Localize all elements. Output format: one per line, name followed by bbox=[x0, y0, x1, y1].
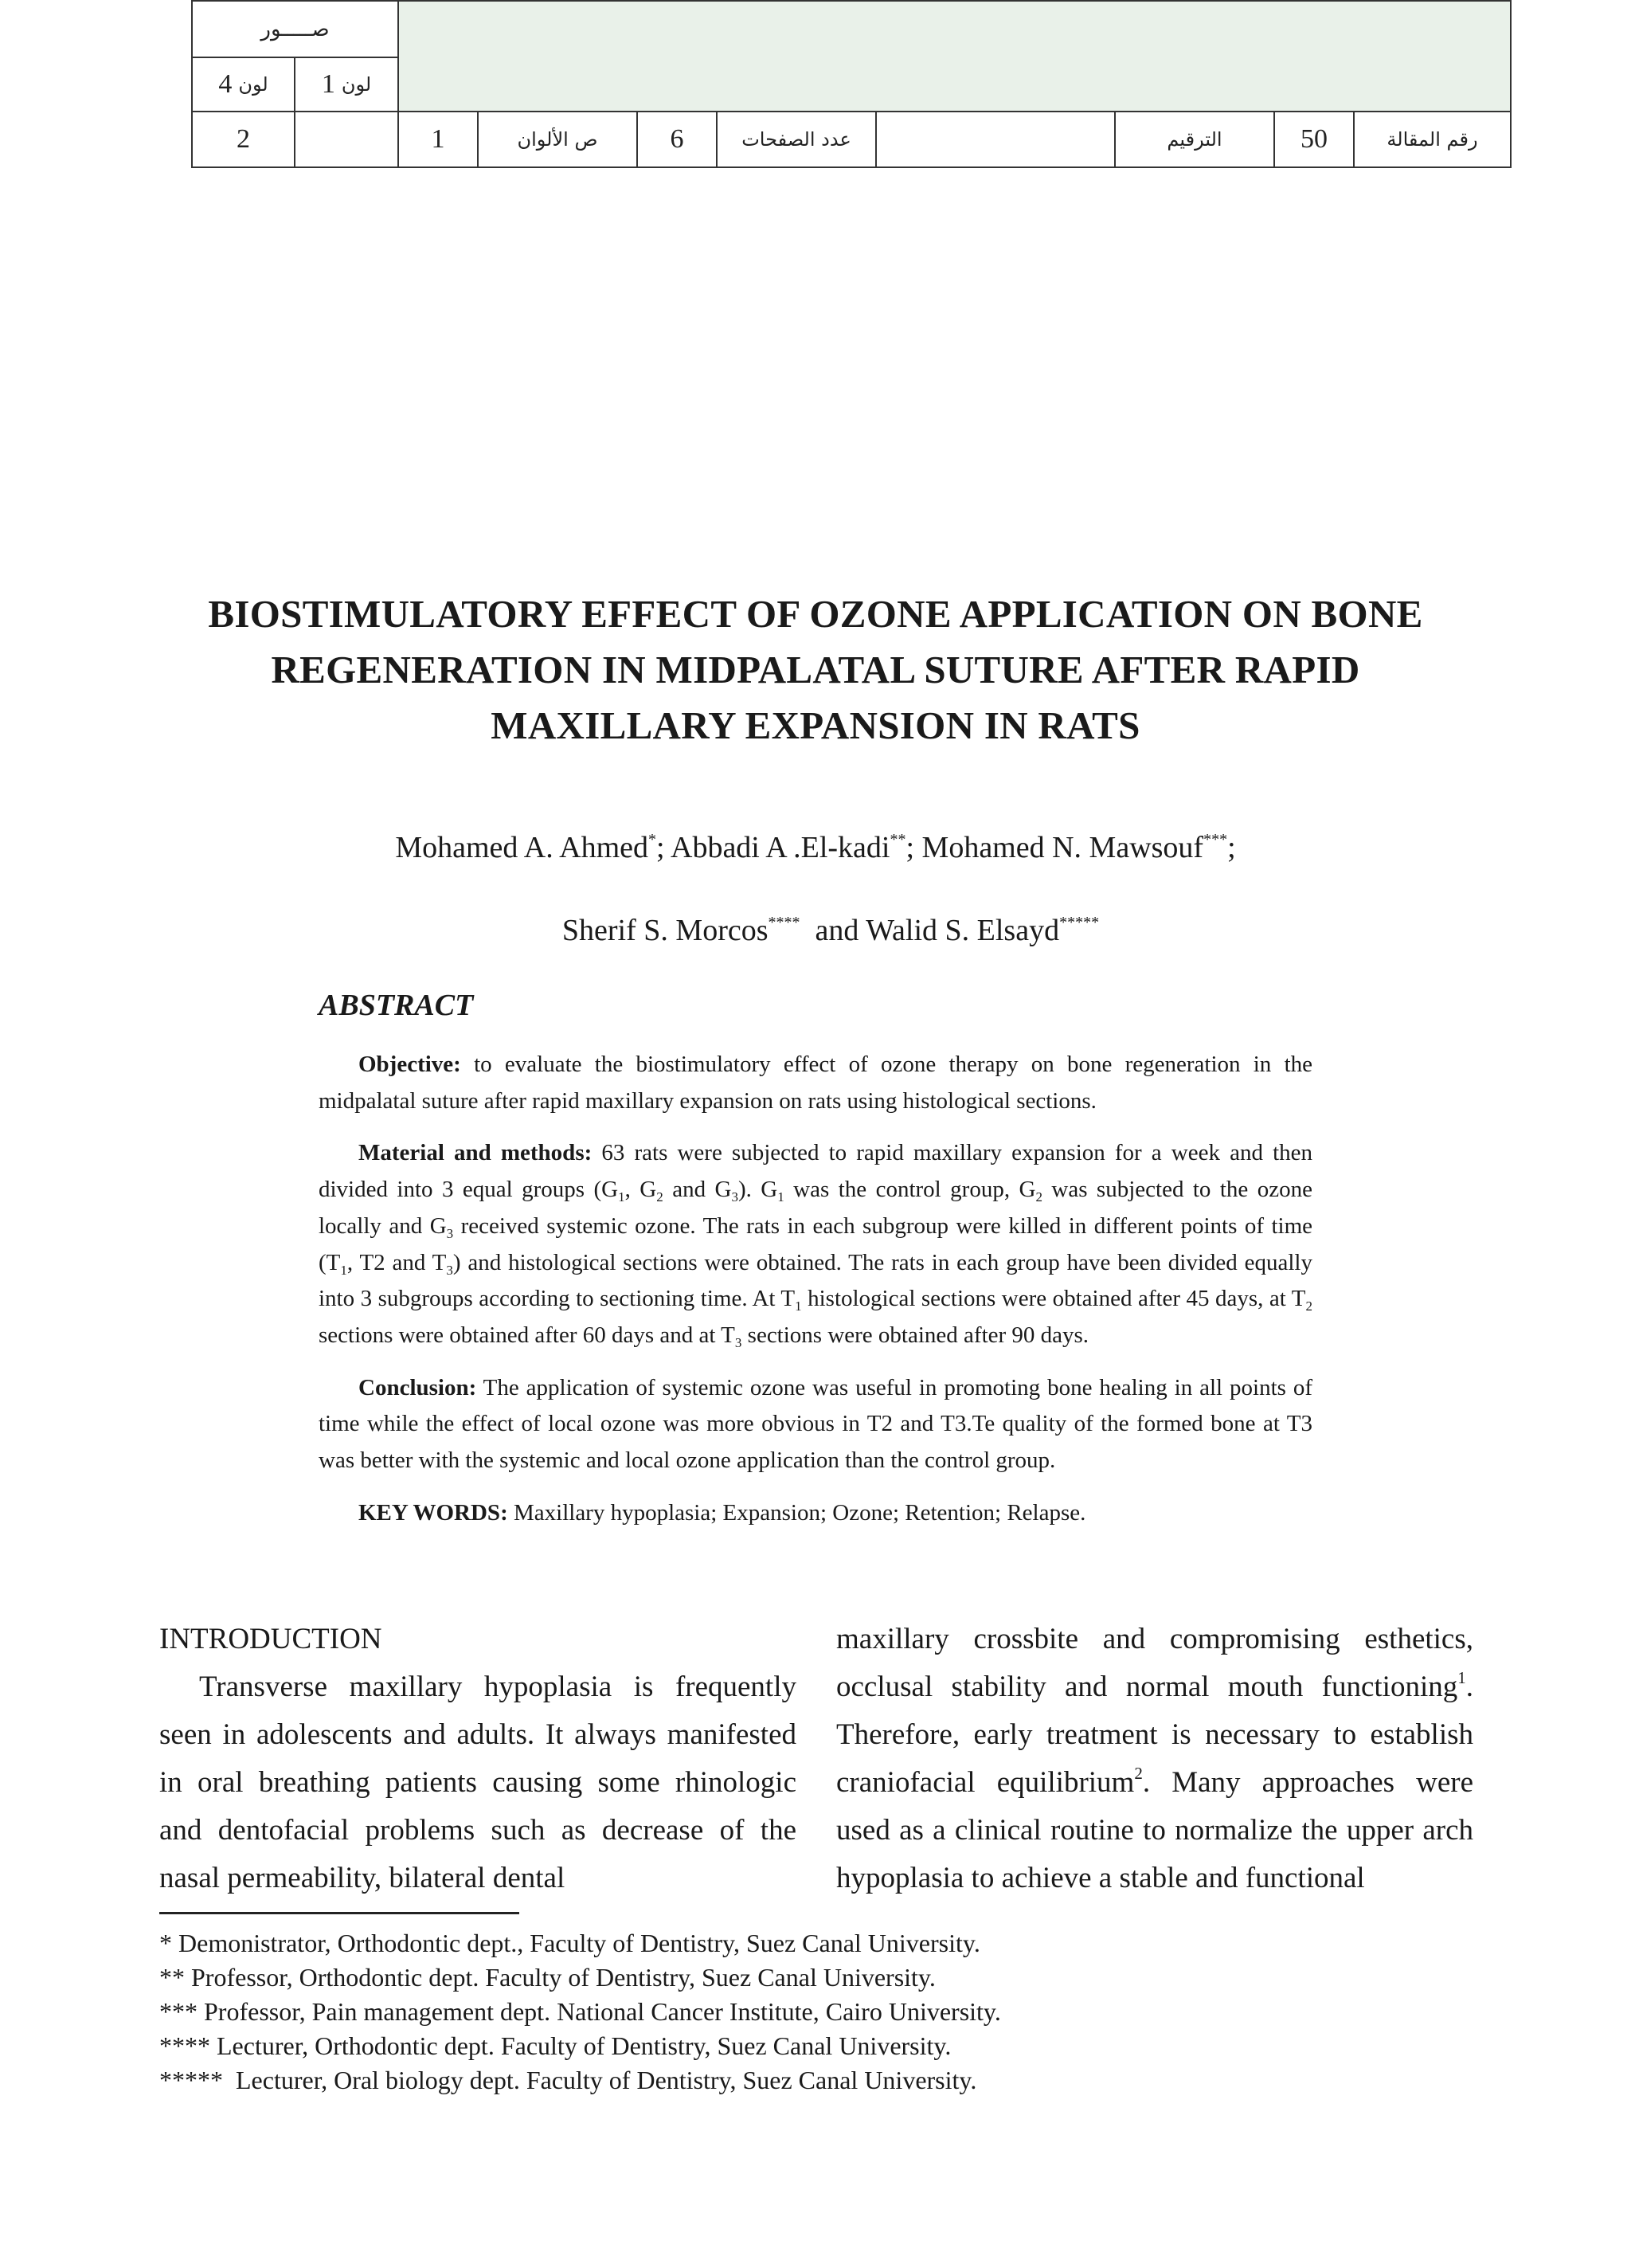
blank-cell-a bbox=[294, 111, 399, 168]
abstract-heading: ABSTRACT bbox=[319, 989, 474, 1022]
footnote: **** Lecturer, Orthodontic dept. Faculty of Dentistry, Suez Canal University. bbox=[159, 2031, 952, 2060]
numbering-label-cell bbox=[1114, 111, 1275, 168]
intro-text-part-1: maxillary crossbite and compromising esthetics, occlusal stability and normal mouth functioning bbox=[836, 1623, 1473, 1703]
article-number-label-cell bbox=[1353, 111, 1512, 168]
four-color-label: لون bbox=[238, 73, 268, 96]
article-number-label: رقم المقالة bbox=[1387, 128, 1478, 151]
methods-label: Material and methods: bbox=[358, 1140, 593, 1166]
footnote: *** Professor, Pain management dept. National Cancer Institute, Cairo University. bbox=[159, 1997, 1001, 2026]
introduction-paragraph-left: Transverse maxillary hypoplasia is frequently seen in adolescents and adults. It always manifested in oral breathing patients causing some rhinologic and dentofacial problems such as decrease of the nasal permeability, bilateral dental bbox=[159, 1671, 796, 1894]
page-count-label: عدد الصفحات bbox=[741, 128, 851, 151]
page-count-label-cell bbox=[716, 111, 877, 168]
paper-title: BIOSTIMULATORY EFFECT OF OZONE APPLICATION ON BONE REGENERATION IN MIDPALATAL SUTURE AFTER RAPID MAXILLARY EXPANSION IN RATS bbox=[208, 592, 1423, 747]
footnote-rule bbox=[159, 1912, 519, 1914]
four-color-cell bbox=[191, 57, 295, 112]
one-color-label: لون bbox=[341, 73, 372, 96]
author-line-1 bbox=[159, 827, 1472, 868]
abstract-conclusion bbox=[319, 1370, 1312, 1479]
four-color-number: 4 bbox=[218, 69, 233, 99]
photos-cell bbox=[191, 0, 399, 58]
numbering-label: الترقيم bbox=[1167, 128, 1222, 151]
photos-label: صـــــور bbox=[260, 17, 330, 41]
blank-cell-b bbox=[875, 111, 1116, 168]
author-list bbox=[159, 827, 1472, 993]
author-mark: *** bbox=[1203, 831, 1228, 848]
green-blank-cell bbox=[397, 0, 1512, 112]
keywords-label: KEY WORDS: bbox=[358, 1499, 508, 1526]
author-mark: * bbox=[648, 831, 657, 848]
abstract-methods: Material and methods: 63 rats were subjected to rapid maxillary expansion for a week and then divided into 3 equal groups ($G_1$, $G_2$ and $G_3$). $G_1$ was the control group, $G_2$ was subjected to the ozone locally and $G_3$ received systemic ozone. The rats in each subgroup were killed in different points of time ($T_1$, T2 and $T_3$) and histological sections were obtained. The rats in each group have been divided equally into 3 subgroups according to sectioning time. At $T_1$ histological sections were obtained after 45 days, at $T_2$ sections were obtained after 60 days and at $T_3$ sections were obtained after 90 days. bbox=[319, 1140, 1313, 1350]
value-2-cell bbox=[191, 111, 295, 168]
page-count-value-cell bbox=[636, 111, 718, 168]
value-1-cell bbox=[397, 111, 479, 168]
author-separator: ; bbox=[905, 831, 922, 864]
author-name: Mohamed N. Mawsouf bbox=[921, 831, 1204, 864]
value-1: 1 bbox=[431, 124, 445, 154]
keywords-text: Maxillary hypoplasia; Expansion; Ozone; Retention; Relapse. bbox=[507, 1499, 1086, 1526]
conclusion-label: Conclusion: bbox=[358, 1374, 477, 1400]
author-mark: **** bbox=[768, 914, 800, 931]
objective-label: Objective: bbox=[358, 1052, 461, 1077]
author-name: Sherif S. Morcos bbox=[561, 914, 769, 947]
abstract-section bbox=[319, 988, 1312, 1547]
reference-2: 2 bbox=[1134, 1764, 1143, 1783]
article-number-value-cell bbox=[1273, 111, 1355, 168]
author-name: Mohamed A. Ahmed bbox=[395, 831, 649, 864]
colors-pages-label: ص الألوان bbox=[517, 128, 598, 151]
print-info-table bbox=[191, 0, 1512, 168]
footnote: * Demonistrator, Orthodontic dept., Faculty of Dentistry, Suez Canal University. bbox=[159, 1929, 980, 1957]
objective-text: to evaluate the biostimulatory effect of ozone therapy on bone regeneration in the midpalatal suture after rapid maxillary expansion on rats using histological sections. bbox=[319, 1052, 1312, 1114]
intro-text-part-2: . Therefore, early treatment is necessary to establish craniofacial equilibrium bbox=[836, 1671, 1473, 1799]
author-separator: ; bbox=[656, 831, 671, 864]
one-color-cell bbox=[294, 57, 399, 112]
right-column bbox=[836, 1616, 1473, 1902]
author-mark: ***** bbox=[1059, 914, 1100, 931]
author-name: Walid S. Elsayd bbox=[866, 914, 1060, 947]
author-mark: ** bbox=[890, 831, 906, 848]
abstract-objective bbox=[319, 1047, 1312, 1119]
footnotes bbox=[159, 1926, 1274, 2098]
author-line-2 bbox=[159, 868, 1472, 993]
colors-pages-label-cell bbox=[477, 111, 638, 168]
footnote: ** Professor, Orthodontic dept. Faculty of Dentistry, Suez Canal University. bbox=[159, 1963, 936, 1992]
conclusion-text: The application of systemic ozone was useful in promoting bone healing in all points of time while the effect of local ozone was more obvious in T2 and T3.Te quality of the formed bone at T3 was better with the systemic and local ozone application than the control group. bbox=[319, 1374, 1312, 1474]
footnote: ***** Lecturer, Oral biology dept. Faculty of Dentistry, Suez Canal University. bbox=[159, 2066, 977, 2094]
intro-text-part-3: . Many approaches were used as a clinical routine to normalize the upper arch hypoplasia to achieve a stable and functional bbox=[836, 1766, 1473, 1894]
article-number-value: 50 bbox=[1300, 124, 1328, 154]
left-column bbox=[159, 1616, 796, 1902]
value-2: 2 bbox=[237, 124, 250, 154]
page-count-value: 6 bbox=[670, 124, 684, 154]
abstract-keywords bbox=[319, 1495, 1312, 1532]
author-separator: ; bbox=[1227, 831, 1236, 864]
introduction-heading: INTRODUCTION bbox=[159, 1623, 382, 1655]
introduction-paragraph-right bbox=[836, 1616, 1473, 1902]
author-separator: and bbox=[800, 914, 866, 947]
one-color-number: 1 bbox=[321, 69, 335, 99]
reference-1: 1 bbox=[1457, 1668, 1466, 1687]
author-name: Abbadi A .El-kadi bbox=[671, 831, 890, 864]
